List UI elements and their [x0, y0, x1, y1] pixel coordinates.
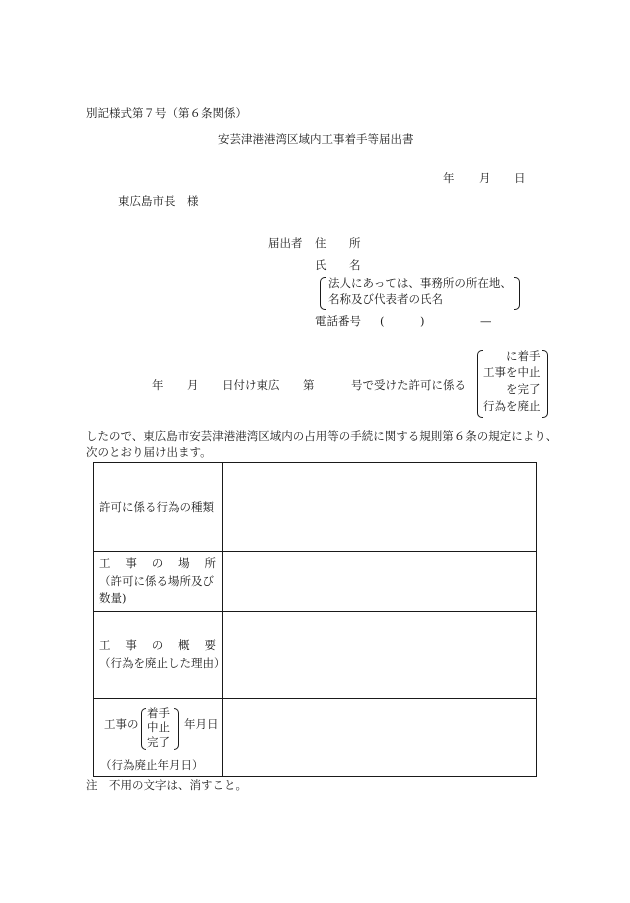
work-location-sub1: （許可に係る場所及び — [99, 573, 214, 588]
date-month-label: 月 — [479, 171, 491, 185]
work-date-sub: （行為廃止年月日） — [100, 758, 204, 772]
row-work-location-label — [94, 552, 223, 612]
row-work-summary-value[interactable] — [223, 612, 537, 699]
footnote: 注 不用の文字は、消すこと。 — [86, 778, 247, 792]
date-day-label: 日 — [514, 171, 526, 185]
permit-dai-label: 第 — [303, 378, 315, 392]
activity-type-label: 許可に係る行為の種類 — [99, 500, 214, 514]
form-number: 別記様式第７号（第６条関係） — [86, 106, 247, 120]
phone-open-paren: ( — [380, 314, 385, 328]
row-work-date-label — [94, 699, 223, 777]
permit-year-label: 年 — [152, 378, 164, 392]
row-work-location-value[interactable] — [223, 552, 537, 612]
option-complete: を完了 — [506, 382, 541, 396]
table-row — [94, 552, 537, 612]
option-start: に着手 — [506, 349, 541, 363]
table-row — [94, 612, 537, 699]
row-work-summary-label — [94, 612, 226, 699]
row-activity-type-value[interactable] — [223, 463, 537, 552]
work-location-sub2: 数量) — [99, 591, 127, 606]
work-date-options: 着手 中止 完了 — [147, 706, 170, 749]
work-summary-heading: 工 事 の 概 要 — [99, 638, 216, 653]
work-date-left-bracket — [141, 708, 146, 750]
corp-note-right-bracket — [514, 277, 520, 310]
table-row — [94, 699, 537, 777]
work-date-prefix: 工事の — [104, 717, 139, 731]
work-location-heading: 工 事 の 場 所 — [99, 555, 216, 570]
table-row — [94, 463, 537, 552]
row-work-date-value[interactable] — [223, 699, 537, 777]
document-title: 安芸津港港湾区域内工事着手等届出書 — [218, 132, 414, 146]
phone-close-paren: ) — [420, 314, 425, 328]
row-activity-type-label — [94, 463, 223, 552]
permit-sentence-tail: 号で受けた許可に係る — [351, 378, 466, 392]
work-date-right-bracket — [174, 708, 179, 750]
addressee: 東広島市長 様 — [118, 194, 199, 208]
options-right-bracket — [542, 350, 548, 418]
permit-month-label: 月 — [187, 378, 199, 392]
option-suspend: 工事を中止 — [483, 365, 541, 379]
permit-date-issuer: 日付け東広 — [222, 378, 280, 392]
phone-label: 電話番号 — [315, 314, 361, 328]
notification-table — [93, 462, 537, 777]
work-date-suffix: 年月日 — [184, 717, 219, 731]
option-abolish: 行為を廃止 — [483, 399, 541, 413]
corp-note-left-bracket — [320, 277, 326, 310]
address-label-2: 所 — [349, 236, 361, 250]
corp-note-line2: 名称及び代表者の氏名 — [328, 292, 443, 306]
phone-dash: — — [480, 314, 492, 328]
body-text-line1: したので、東広島市安芸津港港湾区域内の占用等の手続に関する規則第６条の規定により、 — [86, 429, 558, 443]
body-text-line2: 次のとおり届け出ます。 — [86, 445, 212, 459]
date-year-label: 年 — [443, 171, 455, 185]
address-label-1: 住 — [315, 236, 327, 250]
corp-note-line1: 法人にあっては、事務所の所在地、 — [328, 276, 512, 290]
work-summary-sub: （行為を廃止した理由） — [99, 656, 226, 670]
name-label-1: 氏 — [315, 258, 327, 272]
name-label-2: 名 — [349, 258, 361, 272]
applicant-label: 届出者 — [268, 236, 303, 250]
